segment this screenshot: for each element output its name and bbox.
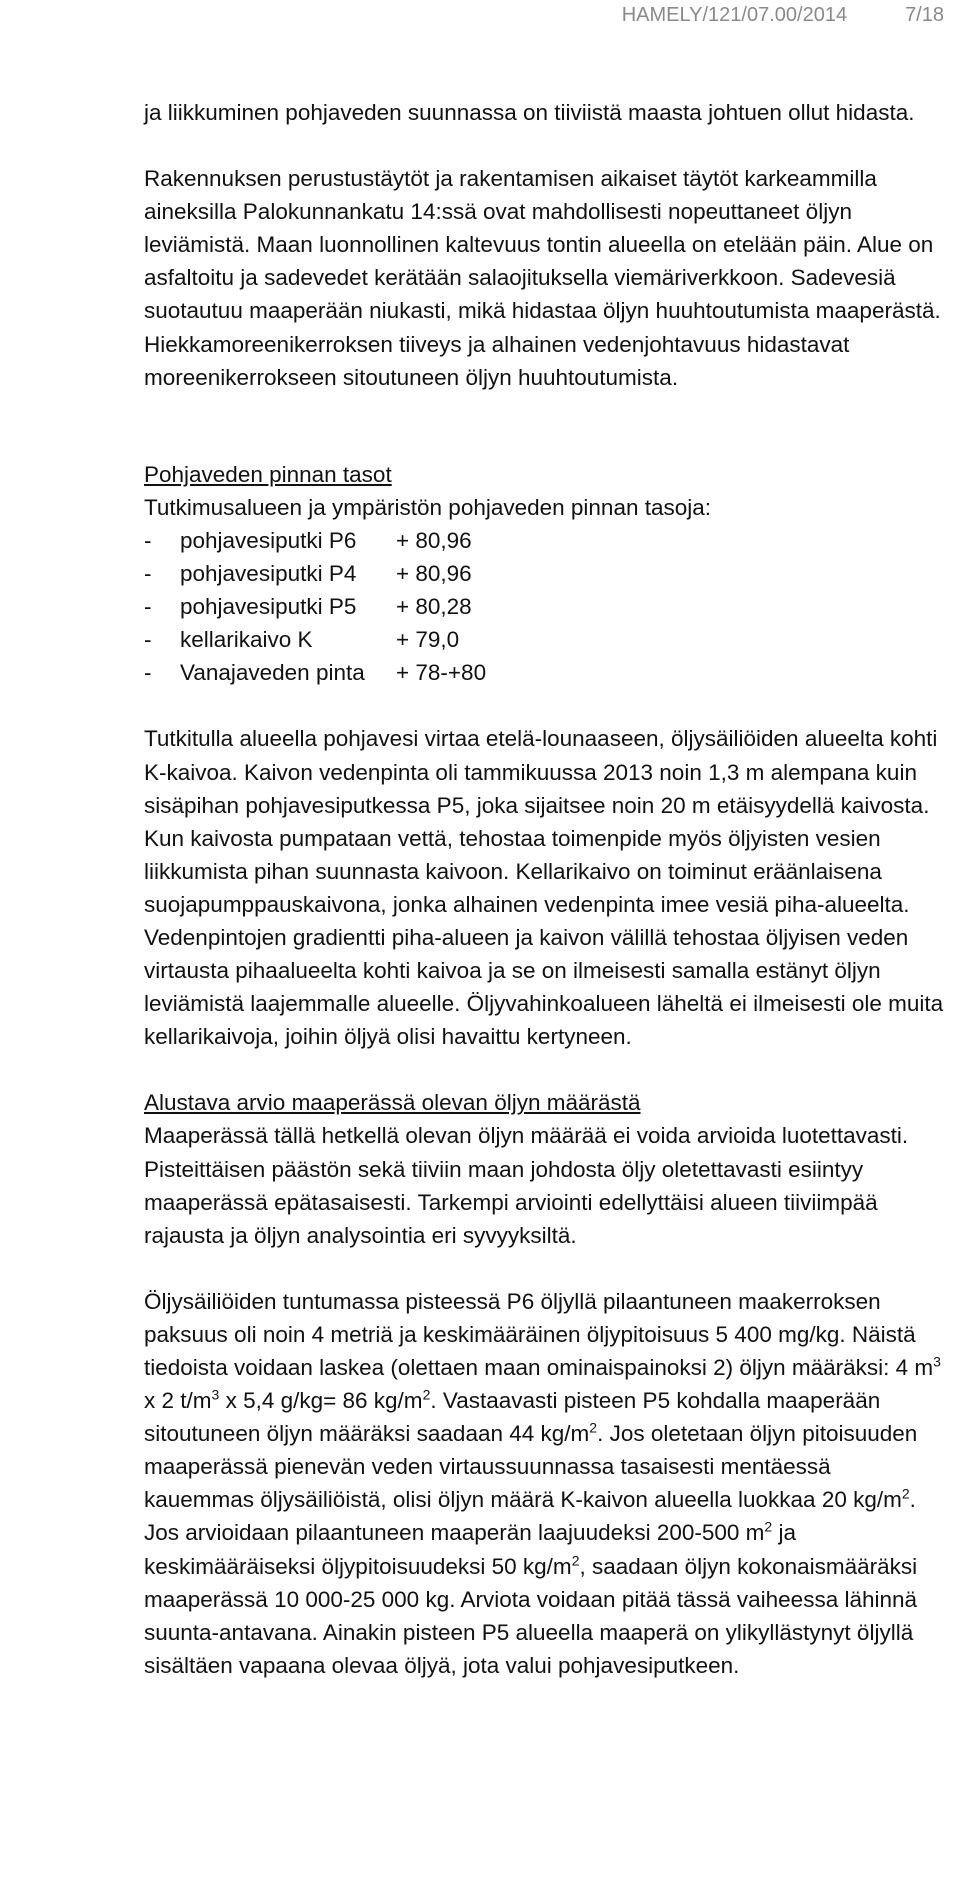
groundwater-paragraph: Tutkitulla alueella pohjavesi virtaa etelä-lounaaseen, öljysäiliöiden alueelta kohti K-kaivoa. Kaivon vedenpinta oli tammikuussa 2013 noin 1,3 m alempana kuin sisäpihan pohjavesiputkessa P5, joka sijaitsee noin 20 m etäisyydellä kaivosta. Kun kaivosta pumpataan vettä, tehostaa toimenpide myös öljyisten vesien liikkumista pihan suunnasta kaivoon. Kellarikaivo on toiminut eräänlaisena suojapumppauskaivona, jonka alhainen vedenpinta imee vesiä piha-alueelta. Vedenpintojen gradientti piha-alueen ja kaivon välillä tehostaa öljyisen veden virtausta pihaalueelta kohti kaivoa ja se on ilmeisesti samalla estänyt öljyn leviämistä laajemmalle alueelle. Öljyvahinkoalueen läheltä ei ilmeisesti ole muita kellarikaivoja, joihin öljyä olisi havaittu kertyneen. xyxy=(144,726,944,1050)
level-name: pohjavesiputki P4 xyxy=(180,561,357,587)
level-value: + 80,28 xyxy=(396,594,472,620)
intro-paragraph-1: ja liikkuminen pohjaveden suunnassa on tiiviistä maasta johtuen ollut hidasta. xyxy=(144,100,915,125)
groundwater-levels-list xyxy=(144,524,944,689)
list-dash: - xyxy=(144,561,152,587)
level-name: Vanajaveden pinta xyxy=(180,660,365,686)
level-value: + 79,0 xyxy=(396,627,460,653)
list-item xyxy=(144,557,944,590)
list-item xyxy=(144,623,944,656)
list-item xyxy=(144,656,944,689)
calculation-paragraph: Öljysäiliöiden tuntumassa pisteessä P6 öljyllä pilaantuneen maakerroksen paksuus oli noin 4 metriä ja keskimääräinen öljypitoisuus 5 400 mg/kg. Näistä tiedoista voidaan laskea (olettaen maan ominaispainoksi 2) öljyn määräksi: 4 $m^3$ x 2 $t/m^3$ x 5,4 g/kg= 86 $kg/m^2$. Vastaavasti pisteen P5 kohdalla maaperään sitoutuneen öljyn määräksi saadaan 44 $kg/m^2$. Jos oletetaan öljyn pitoisuuden maaperässä pienevän veden virtaussuunnassa tasaisesti mentäessä kauemmas öljysäiliöistä, olisi öljyn määrä K-kaivon alueella luokkaa 20 $kg/m^2$. Jos arvioidaan pilaantuneen maaperän laajuudeksi 200-500 $m^2$ ja keskimääräiseksi öljypitoisuudeksi 50 $kg/m^2$, saadaan öljyn kokonaismääräksi maaperässä 10 000-25 000 kg. Arviota voidaan pitää tässä vaiheessa lähinnä suunta-antavana. Ainakin pisteen P5 alueella maaperä on ylikyllästynyt öljyllä sisältäen vapaana olevaa öljyä, jota valui pohjavesiputkeen. xyxy=(144,1288,941,1678)
page-header xyxy=(384,4,944,27)
level-value: + 80,96 xyxy=(396,527,472,553)
list-dash: - xyxy=(144,660,152,686)
document-body xyxy=(144,96,944,1682)
list-item xyxy=(144,524,944,557)
level-name: kellarikaivo K xyxy=(180,627,313,653)
groundwater-heading: Pohjaveden pinnan tasot xyxy=(144,461,392,487)
list-dash: - xyxy=(144,594,152,620)
estimate-paragraph: Maaperässä tällä hetkellä olevan öljyn määrää ei voida arvioida luotettavasti. Pisteittäisen päästön sekä tiiviin maan johdosta öljy oletettavasti esiintyy maaperässä epätasaisesti. Tarkempi arviointi edellyttäisi alueen tiiviimpää rajausta ja öljyn analysointia eri syvyyksiltä. xyxy=(144,1123,909,1248)
intro-paragraph-2: Rakennuksen perustustäytöt ja rakentamisen aikaiset täytöt karkeammilla aineksilla Palokunnankatu 14:ssä ovat mahdollisesti nopeuttaneet öljyn leviämistä. Maan luonnollinen kaltevuus tontin alueella on etelään päin. Alue on asfaltoitu ja sadevedet kerätään salaojituksella viemäriverkkoon. Sadevesiä suotautuu maaperään niukasti, mikä hidastaa öljyn huuhtoutumista maaperästä. Hiekkamoreenikerroksen tiiveys ja alhainen vedenjohtavuus hidastavat moreenikerrokseen sitoutuneen öljyn huuhtoutumista. xyxy=(144,166,941,390)
estimate-heading: Alustava arvio maaperässä olevan öljyn määrästä xyxy=(144,1090,641,1116)
list-item xyxy=(144,590,944,623)
level-value: + 80,96 xyxy=(396,561,472,587)
list-dash: - xyxy=(144,627,152,653)
level-name: pohjavesiputki P6 xyxy=(180,527,357,553)
level-name: pohjavesiputki P5 xyxy=(180,594,357,620)
level-value: + 78-+80 xyxy=(396,660,487,686)
document-reference: HAMELY/121/07.00/2014 xyxy=(621,4,848,26)
list-dash: - xyxy=(144,527,152,553)
groundwater-lead: Tutkimusalueen ja ympäristön pohjaveden pinnan tasoja: xyxy=(144,494,712,520)
page-number: 7/18 xyxy=(905,4,944,26)
